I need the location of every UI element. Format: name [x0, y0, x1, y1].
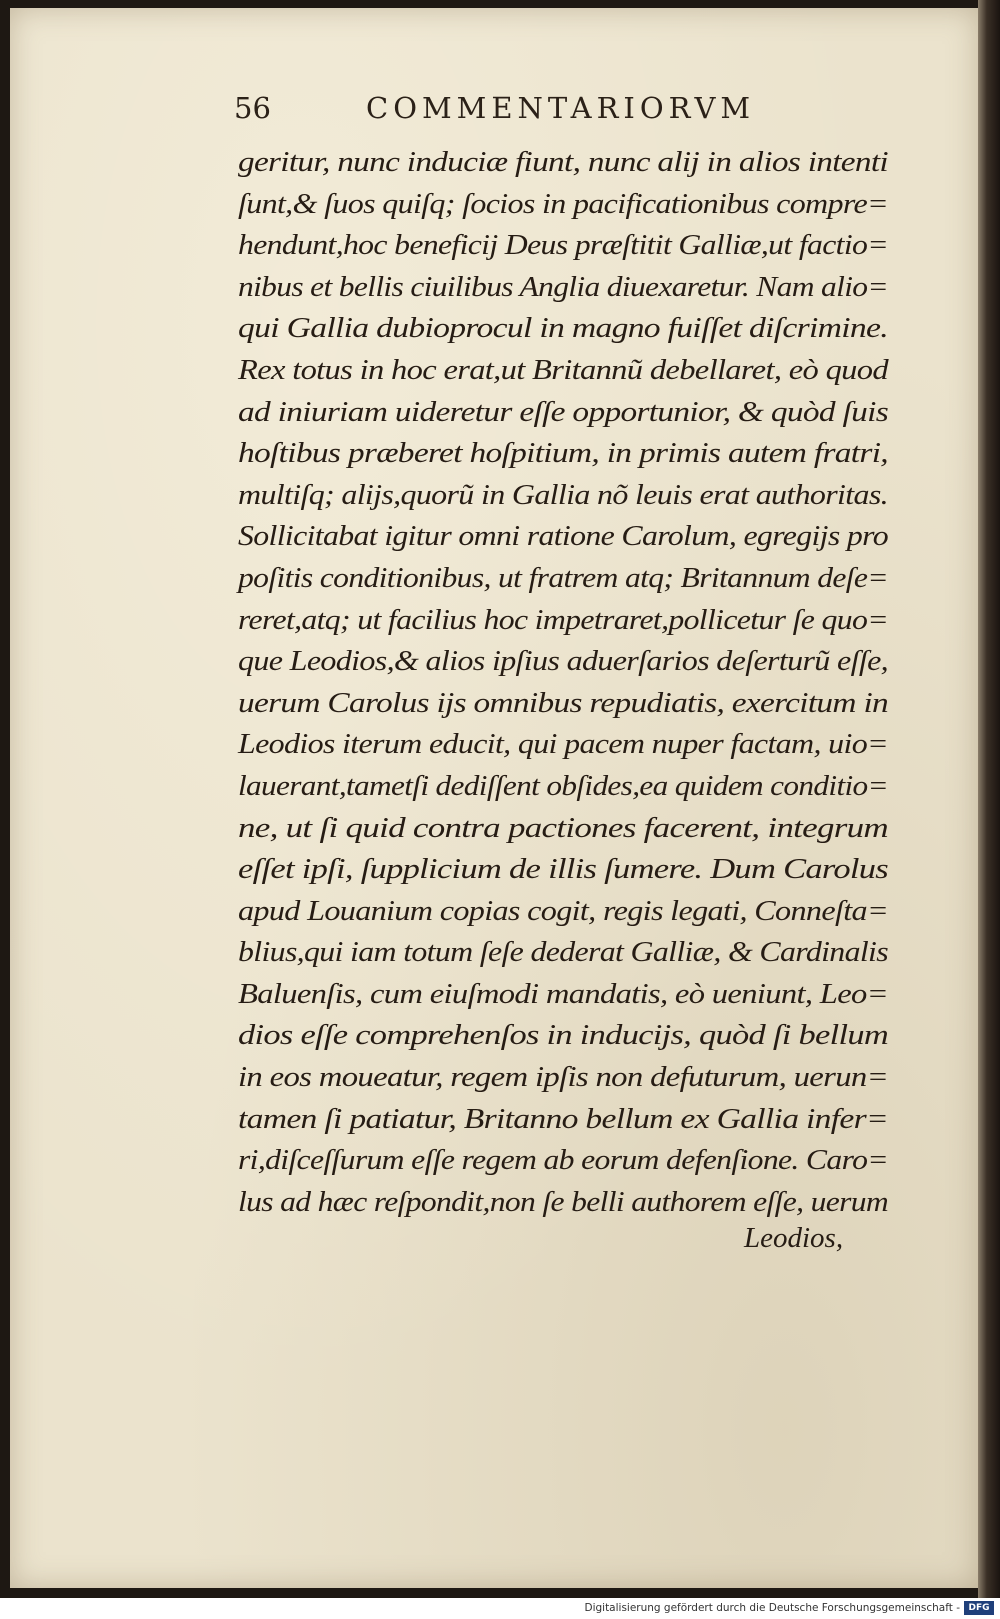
- text-line: dios eſſe comprehenſos in inducijs, quòd ſi bellum: [238, 1019, 889, 1052]
- text-line: Baluenſis, cum eiuſmodi mandatis, eò ueniunt, Leo=: [238, 977, 888, 1010]
- text-line: tamen ſi patiatur, Britanno bellum ex Gallia infer=: [238, 1102, 888, 1135]
- text-line: que Leodios,& alios ipſius aduerſarios deſerturũ eſſe,: [238, 645, 888, 678]
- text-line: blius,qui iam totum ſeſe dederat Galliæ, & Cardinalis: [238, 936, 888, 969]
- text-line: multiſq; alijs,quorũ in Gallia nõ leuis erat authoritas.: [238, 478, 888, 511]
- text-line: lauerant,tametſi dediſſent obſides,ea quidem conditio=: [238, 769, 888, 802]
- text-line: ri,diſceſſurum eſſe regem ab eorum defenſione. Caro=: [238, 1144, 888, 1177]
- text-line: geritur, nunc induciæ fiunt, nunc alij in alios intenti: [238, 146, 888, 178]
- running-title: COMMENTARIORVM: [366, 91, 756, 125]
- text-block: [238, 142, 888, 1223]
- text-line: ad iniuriam uideretur eſſe opportunior, & quòd ſuis: [238, 395, 889, 428]
- text-line: eſſet ipſi, ſupplicium de illis ſumere. Dum Carolus: [238, 853, 889, 886]
- text-line: uerum Carolus ijs omnibus repudiatis, exercitum in: [238, 686, 889, 719]
- text-line: reret,atq; ut facilius hoc impetraret,pollicetur ſe quo=: [238, 603, 888, 636]
- text-line: Rex totus in hoc erat,ut Britannũ debellaret, eò quod: [238, 353, 888, 386]
- text-line: Sollicitabat igitur omni ratione Carolum, egregijs pro: [238, 520, 888, 553]
- catchword: Leodios,: [744, 1222, 844, 1254]
- book-spine-edge: [978, 0, 1000, 1598]
- text-line: hoſtibus præberet hoſpitium, in primis autem fratri,: [238, 437, 888, 470]
- text-line: apud Louanium copias cogit, regis legati, Conneſta=: [238, 894, 889, 927]
- page-header: [10, 88, 978, 128]
- text-line: Leodios iterum educit, qui pacem nuper factam, uio=: [238, 728, 888, 761]
- text-line: ne, ut ſi quid contra pactiones facerent, integrum: [238, 811, 888, 844]
- paper-page: [10, 8, 978, 1588]
- digitization-footer: [0, 1598, 1000, 1619]
- funding-note: Digitalisierung gefördert durch die Deutsche Forschungsgemeinschaft -: [584, 1602, 960, 1614]
- page-number: 56: [234, 91, 271, 125]
- text-line: hendunt,hoc beneficij Deus præſtitit Galliæ,ut factio=: [238, 229, 888, 262]
- text-line: qui Gallia dubioprocul in magno fuiſſet diſcrimine.: [238, 312, 888, 345]
- dfg-logo: DFG: [964, 1601, 994, 1615]
- text-line: poſitis conditionibus, ut fratrem atq; Britannum deſe=: [238, 561, 888, 594]
- text-line: lus ad hæc reſpondit,non ſe belli authorem eſſe, uerum: [238, 1185, 888, 1218]
- text-line: in eos moueatur, regem ipſis non defuturum, uerun=: [238, 1061, 889, 1094]
- text-line: nibus et bellis ciuilibus Anglia diuexaretur. Nam alio=: [238, 270, 888, 303]
- text-line: ſunt,& ſuos quiſq; ſocios in pacificationibus compre=: [238, 187, 889, 220]
